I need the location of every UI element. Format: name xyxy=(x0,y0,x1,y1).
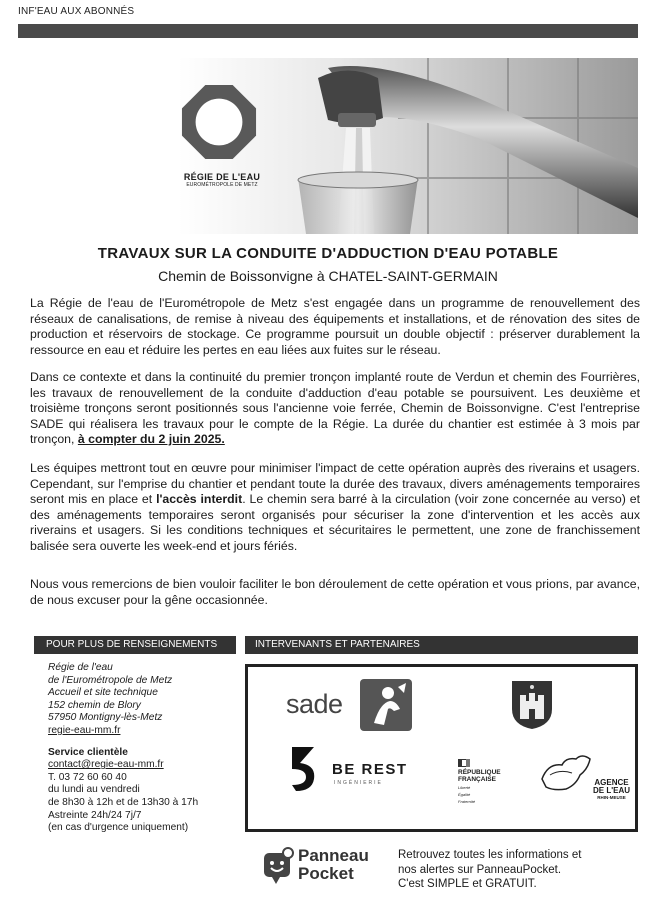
ae-line-2: DE L'EAU xyxy=(593,786,631,795)
paragraph-3 xyxy=(30,461,640,555)
address-line-1: 152 chemin de Blory xyxy=(48,699,141,711)
info-heading: POUR PLUS DE RENSEIGNEMENTS xyxy=(34,636,236,654)
rf-motto-1: Liberté xyxy=(458,785,471,790)
berest-logo-text: BE REST xyxy=(332,761,408,778)
org-line-1: Régie de l'eau xyxy=(48,662,113,673)
paragraph-2 xyxy=(30,370,640,448)
panneaupocket-name xyxy=(298,847,369,883)
website-link[interactable]: regie-eau-mm.fr xyxy=(48,724,121,736)
hours-line-2: de 8h30 à 12h et de 13h30 à 17h xyxy=(48,796,199,808)
header-label: INF'EAU AUX ABONNÉS xyxy=(18,6,135,17)
pp-name-1: Panneau xyxy=(298,846,369,865)
octagon-ring-icon xyxy=(180,83,258,161)
access-forbidden: l'accès interdit xyxy=(156,492,243,507)
rf-line-1: RÉPUBLIQUE xyxy=(458,769,501,776)
panneaupocket-text xyxy=(398,848,638,892)
paragraph-1: La Régie de l'eau de l'Eurométropole de Metz s'est engagée dans un programme de renouvellement des réseaux de canalisations, de remise à niveau des équipements et installations, et de rénovation des sites de production et réservoirs de stockage. Ce programme poursuit un double objectif : préserver durablement la ressource en eau et réduire les pertes en eau liées aux fuites sur le réseau. xyxy=(30,296,640,357)
article-subtitle: Chemin de Boissonvigne à CHATEL-SAINT-GERMAIN xyxy=(158,268,498,284)
email-link[interactable]: contact@regie-eau-mm.fr xyxy=(48,759,164,771)
berest-subtitle: INGÉNIERIE xyxy=(334,780,383,786)
ae-line-3: RHIN-MEUSE xyxy=(597,795,626,800)
rf-motto-3: Fraternité xyxy=(458,799,476,804)
sade-figure-icon xyxy=(360,679,412,731)
partners-heading: INTERVENANTS ET PARTENAIRES xyxy=(245,636,638,654)
panneaupocket-logo xyxy=(262,847,402,887)
astreinte-line: Astreinte 24h/24 7j/7 xyxy=(48,809,142,821)
partners-box xyxy=(245,664,638,832)
paragraph-2-text: Dans ce contexte et dans la continuité du premier tronçon implanté route de Verdun et chemin des Fourrières, les travaux de renouvellement de la conduite d'adduction d'eau potable se poursuivent. Les deuxième et troisième tronçons seront positionnés sous l'ancienne voie ferrée, Chemin de Boissonvigne. C'est l'entreprise SADE qui réalisera les travaux pour le compte de la Régie. La durée du chantier est estimée à 3 mois par tronçon, xyxy=(30,370,640,447)
rf-motto-2: Égalité xyxy=(458,792,471,797)
regie-logo xyxy=(180,83,264,188)
paragraph-3-text-a: Les équipes mettront tout en œuvre pour minimiser l'impact de cette opération auprès des riverains et usagers. Cependant, sur l'emprise du chantier et pendant toute la durée des travaux, divers aménagements temporaires seront mis en place et xyxy=(30,461,640,507)
service-title: Service clientèle xyxy=(48,746,128,758)
rf-line-2: FRANÇAISE xyxy=(458,776,496,783)
org-line-3: Accueil et site technique xyxy=(48,687,158,699)
logo-name: RÉGIE DE L'EAU xyxy=(183,172,261,182)
urgence-line: (en cas d'urgence uniquement) xyxy=(48,822,189,834)
article-title: TRAVAUX SUR LA CONDUITE D'ADDUCTION D'EAU POTABLE xyxy=(97,245,559,262)
paragraph-3-text-c: . Le chemin sera barré à la circulation (voir zone concernée au verso) et des aménagements temporaires seront organisés pour sécuriser la zone d'intervention et les accès aux riverains et usagers. Si les conditions techniques et sécuritaires le permettent, une zone de franchissement balisée sera ouverte les week-end et jours fériés. xyxy=(30,492,641,553)
pp-name-2: Pocket xyxy=(298,864,354,883)
org-line-2: de l'Eurométropole de Metz xyxy=(48,674,173,686)
phone-pin-icon xyxy=(262,847,294,885)
logo-sub: EUROMÉTROPOLE DE METZ xyxy=(186,182,258,188)
ae-line-1: AGENCE xyxy=(594,778,629,787)
flag-icon xyxy=(458,759,470,767)
contact-block xyxy=(48,662,238,835)
pp-line-3: C'est SIMPLE et GRATUIT. xyxy=(398,878,537,890)
sade-logo-text: sade xyxy=(286,689,343,719)
pp-line-2: nos alertes sur PanneauPocket. xyxy=(398,863,562,876)
start-date: à compter du 2 juin 2025. xyxy=(77,432,225,447)
berest-logo-icon xyxy=(288,745,318,793)
castle-crest-icon xyxy=(510,679,554,731)
pp-line-1: Retrouvez toutes les informations et xyxy=(398,849,582,861)
header-bar xyxy=(18,24,638,38)
republique-logo xyxy=(458,759,501,804)
phone-number: T. 03 72 60 60 40 xyxy=(48,771,127,783)
paragraph-4: Nous vous remercions de bien vouloir faciliter le bon déroulement de cette opération et vous prions, par avance, de nous excuser pour la gêne occasionnée. xyxy=(30,577,640,607)
address-line-2: 57950 Montigny-lès-Metz xyxy=(48,712,163,724)
hours-line-1: du lundi au vendredi xyxy=(48,784,140,796)
agence-eau-text xyxy=(593,779,630,801)
